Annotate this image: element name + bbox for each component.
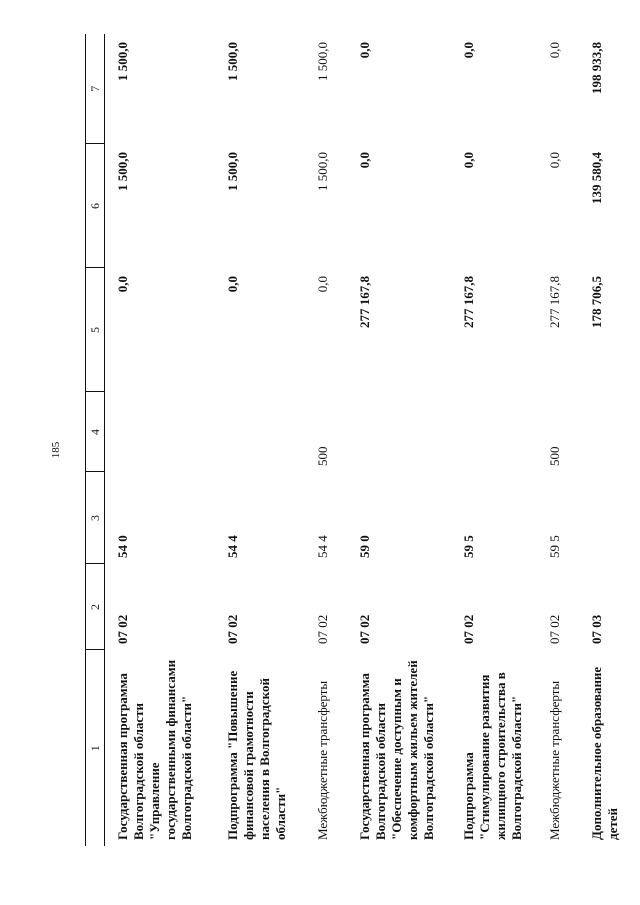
section-code-cell: 07 02 (315, 614, 330, 644)
section-code-cell: 07 02 (357, 614, 372, 644)
value-col7-cell: 0,0 (357, 42, 372, 59)
table-row (215, 34, 305, 846)
rotated-table-region (85, 34, 640, 840)
section-code-cell: 07 02 (115, 614, 130, 644)
expense-type-cell (579, 392, 637, 472)
value-col5-cell: 277 167,8 (461, 276, 476, 328)
column-header-6: 6 (86, 144, 105, 268)
header-row (86, 34, 105, 846)
column-header-3: 3 (86, 472, 105, 564)
value-col5-cell: 0,0 (115, 276, 130, 293)
value-col5-cell: 178 706,5 (589, 276, 604, 328)
program-code-cell: 59 5 (461, 535, 476, 558)
expense-type-cell: 500 (315, 446, 330, 466)
program-code-cell (579, 472, 637, 564)
value-col6-cell: 0,0 (547, 152, 562, 169)
expense-type-cell (105, 392, 216, 472)
row-name-cell: Межбюджетные трансферты (315, 680, 330, 840)
value-col6-cell: 0,0 (461, 152, 476, 169)
value-col7-cell: 0,0 (547, 42, 562, 59)
value-col7-cell: 0,0 (461, 42, 476, 59)
row-name-cell: Межбюджетные трансферты (547, 680, 562, 840)
table-row (537, 34, 579, 846)
row-name-cell: Государственная программа Волгоградской области "Управление государственными финансами Волгоградской области" (115, 659, 194, 840)
page-number: 185 (50, 441, 62, 459)
value-col7-cell: 1 500,0 (225, 42, 240, 81)
table-body (105, 34, 638, 846)
row-name-cell: Дополнительное образование детей (589, 666, 620, 840)
expense-type-cell: 500 (547, 446, 562, 466)
budget-table (85, 34, 637, 846)
table-row (105, 34, 216, 846)
value-col5-cell: 277 167,8 (357, 276, 372, 328)
value-col7-cell: 198 933,8 (589, 42, 604, 94)
value-col7-cell: 1 500,0 (115, 42, 130, 81)
expense-type-cell (451, 392, 537, 472)
table-row (305, 34, 347, 846)
value-col6-cell: 139 580,4 (589, 152, 604, 204)
expense-type-cell (347, 392, 451, 472)
program-code-cell: 59 0 (357, 535, 372, 558)
section-code-cell: 07 02 (225, 614, 240, 644)
row-name-cell: Подпрограмма "Повышение финансовой грамотности населения в Волгоградской области" (225, 670, 288, 840)
table-row (347, 34, 451, 846)
column-header-4: 4 (86, 392, 105, 472)
expense-type-cell (215, 392, 305, 472)
table-header (86, 34, 105, 846)
row-name-cell: Государственная программа Волгоградской области "Обеспечение доступным и комфортным жильем жителей Волгоградской области" (357, 660, 436, 840)
section-code-cell: 07 02 (461, 614, 476, 644)
value-col5-cell: 277 167,8 (547, 276, 562, 328)
value-col5-cell: 0,0 (225, 276, 240, 293)
table-wrapper (85, 34, 620, 846)
program-code-cell: 54 0 (115, 535, 130, 558)
value-col6-cell: 1 500,0 (115, 152, 130, 191)
section-code-cell: 07 03 (589, 614, 604, 644)
value-col6-cell: 1 500,0 (225, 152, 240, 191)
table-row (451, 34, 537, 846)
value-col5-cell: 0,0 (315, 276, 330, 293)
program-code-cell: 54 4 (315, 535, 330, 558)
column-header-1: 1 (86, 650, 105, 846)
program-code-cell: 59 5 (547, 535, 562, 558)
column-header-2: 2 (86, 564, 105, 650)
program-code-cell: 54 4 (225, 535, 240, 558)
column-header-5: 5 (86, 268, 105, 392)
value-col6-cell: 0,0 (357, 152, 372, 169)
row-name-cell: Подпрограмма "Стимулирование развития жилищного строительства в Волгоградской области" (461, 672, 524, 840)
value-col6-cell: 1 500,0 (315, 152, 330, 191)
column-header-7: 7 (86, 34, 105, 144)
value-col7-cell: 1 500,0 (315, 42, 330, 81)
table-row (579, 34, 637, 846)
section-code-cell: 07 02 (547, 614, 562, 644)
